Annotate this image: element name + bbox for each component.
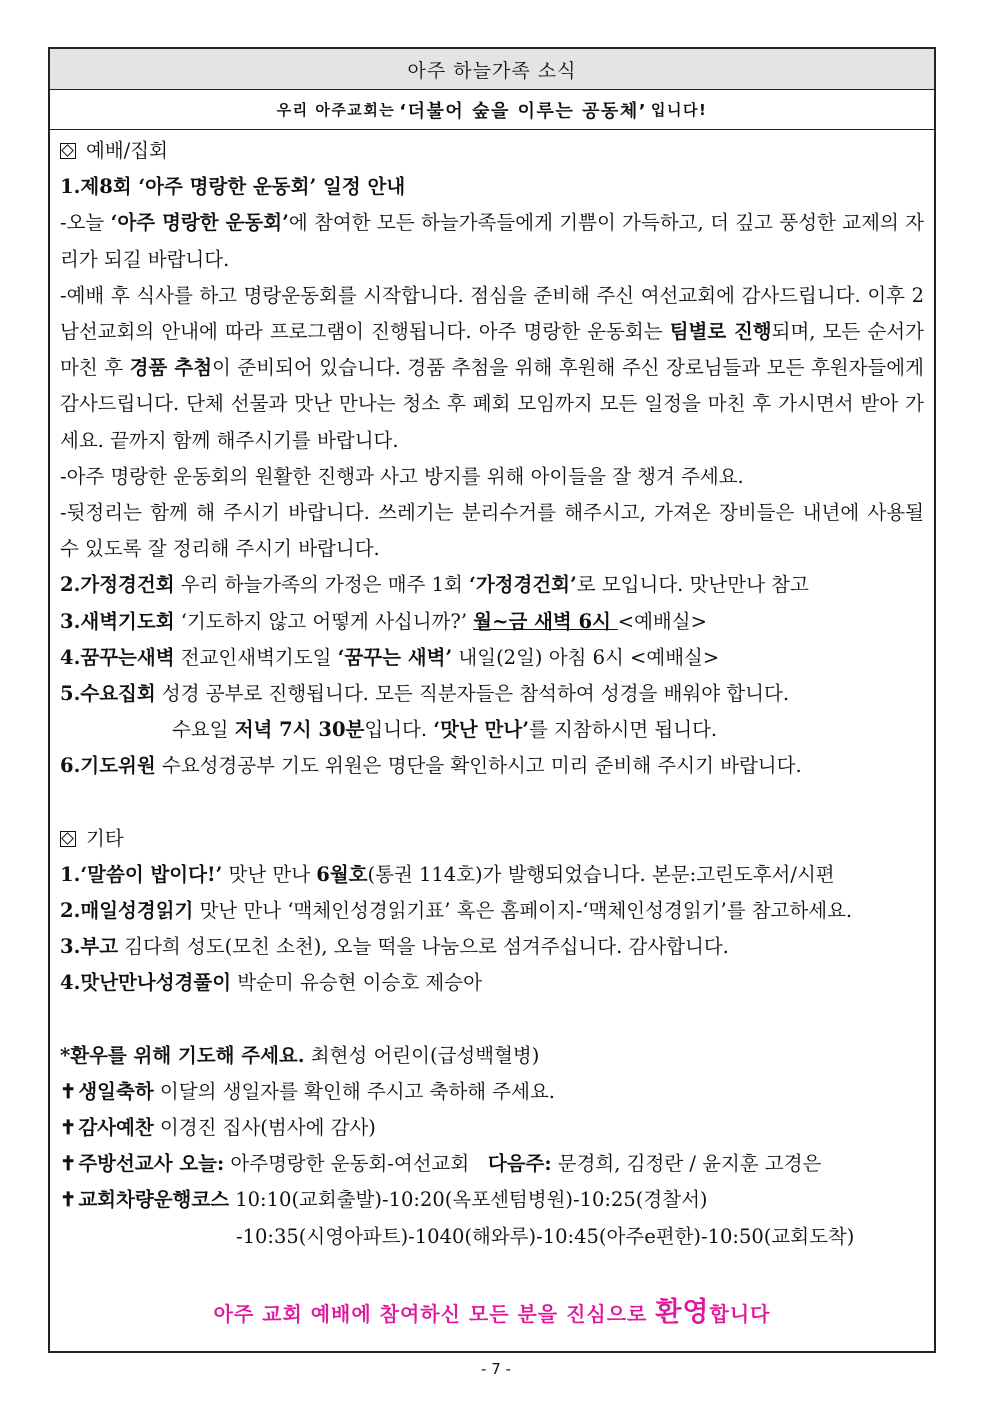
item-prayer-committee [60, 748, 924, 784]
note-title: 감사예찬 [78, 1116, 154, 1140]
text-bold: 저녁 7시 30분 [234, 718, 365, 742]
bulletin-body [60, 129, 924, 1255]
text: 이달의 생일자를 확인해 주시고 축하해 주세요. [153, 1079, 555, 1103]
cross-icon: ✝ [60, 1116, 77, 1140]
cross-icon: ✝ [60, 1079, 77, 1103]
text: <예배실> [617, 609, 707, 633]
item-title: 6.기도위원 [60, 754, 156, 778]
text: 수요일 [172, 718, 235, 742]
text: 를 지참하시면 됩니다. [529, 718, 718, 742]
text: 이 준비되어 있습니다. 경품 추첨을 위해 후원해 주신 장로님들과 모든 후원자들에게 감사드립니다. 단체 선물과 맛난 만나는 청소 후 폐회 모임까지 모든 일정을 마친 후 가시면서 받아 가세요. 끝까지 함께 해주시기를 바랍니다. [60, 356, 924, 452]
section-other-title: 기타 [86, 826, 124, 850]
text: 맛난 만나 ‘맥체인성경읽기표’ 혹은 홈페이지-‘맥체인성경읽기’를 참고하세요. [193, 899, 853, 923]
item-bible-commentary [60, 965, 924, 1001]
note-title: 생일축하 [78, 1079, 154, 1103]
item-family-worship [60, 567, 924, 603]
text-bold: 경품 추첨 [129, 356, 213, 380]
item-word-is-bread [60, 857, 924, 893]
note-vehicle-course [60, 1182, 924, 1218]
text: 맛난 만나 [222, 862, 317, 886]
motto-emphasis: ‘더불어 숲을 이루는 공동체’ [399, 100, 648, 122]
diamond-box-icon [60, 143, 76, 159]
item-dawn-prayer [60, 604, 924, 640]
cross-icon: ✝ [60, 1152, 77, 1176]
cross-icon: ✝ [60, 1188, 77, 1212]
text: 최현성 어린이(급성백혈병) [304, 1043, 540, 1067]
text: 아주 교회 예배에 참여하신 모든 분을 진심으로 [213, 1302, 656, 1326]
text-bold-underline: 월~금 새벽 6시 [473, 609, 618, 633]
text-bold: ‘꿈꾸는 새벽’ [337, 645, 453, 669]
item-dreaming-dawn [60, 640, 924, 676]
page-title: 아주 하늘가족 소식 [50, 49, 934, 90]
text-bold: 다음주: [487, 1152, 552, 1176]
item-title: 4.꿈꾸는새벽 [60, 645, 175, 669]
page-number: - 7 - [481, 1360, 511, 1378]
text: 아주명랑한 운동회-여선교회 [224, 1152, 488, 1176]
item-title: 2.가정경건회 [60, 573, 175, 597]
item-title: 3.새벽기도회 [60, 609, 175, 633]
item-sports-day-para3: -아주 명랑한 운동회의 원활한 진행과 사고 방지를 위해 아이들을 잘 챙겨 주세요. [60, 464, 744, 488]
item-sports-day-para1 [60, 205, 924, 277]
text: 내일(2일) 아침 6시 <예배실> [452, 645, 720, 669]
motto-suffix: 입니다! [651, 101, 708, 119]
section-other-heading [60, 821, 924, 857]
text: 입니다. [364, 718, 434, 742]
item-sports-day-title: 1.제8회 ‘아주 명랑한 운동회’ 일정 안내 [60, 175, 406, 199]
text: 김다희 성도(모친 소천), 오늘 떡을 나눔으로 섬겨주십니다. 감사합니다. [118, 935, 729, 959]
item-title: 3.부고 [60, 935, 119, 959]
text: 성경 공부로 진행됩니다. 모든 직분자들은 참석하여 성경을 배워야 합니다. [155, 682, 790, 706]
welcome-message [50, 1290, 934, 1329]
text: (통권 114호)가 발행되었습니다. 본문:고린도후서/시편 [367, 862, 835, 886]
text: ‘기도하지 않고 어떻게 사십니까?’ [174, 609, 474, 633]
bulletin-frame [48, 47, 936, 1353]
section-worship-heading [60, 133, 924, 169]
text: 에 참여한 모든 하늘가족들에게 기쁨이 가득하고, 더 깊고 풍성한 교제의 자리가 되길 바랍니다. [60, 211, 924, 271]
text: 문경희, 김정란 / 윤지훈 고경은 [551, 1152, 822, 1176]
spacer [60, 785, 924, 821]
item-title: 1.‘말씀이 밥이다!’ [60, 862, 223, 886]
text: 수요성경공부 기도 위원은 명단을 확인하시고 미리 준비해 주시기 바랍니다. [155, 754, 802, 778]
text: 이경진 집사(범사에 감사) [153, 1116, 376, 1140]
item-daily-bible [60, 893, 924, 929]
text-bold: ‘아주 명랑한 운동회’ [110, 211, 289, 235]
text: 우리 하늘가족의 가정은 매주 1회 [174, 573, 470, 597]
note-prayer-request [60, 1038, 924, 1074]
note-title: 교회차량운행코스 [78, 1188, 230, 1212]
note-birthday [60, 1074, 924, 1110]
section-worship-title: 예배/집회 [86, 139, 168, 162]
text-bold: ‘맛난 만나’ [433, 718, 529, 742]
text: -예배 후 식사를 하고 명랑운동회를 시작합니다. 점심을 준비해 주신 여선교회에 감사드립니다. 이후 2남선교회의 안내에 따라 프로그램이 진행됩니다. 아주 명랑한 운동회는 [60, 283, 924, 344]
text-bold: 팀별로 진행 [669, 320, 772, 344]
item-sports-day-para2 [60, 278, 924, 459]
item-title: 2.매일성경읽기 [60, 899, 194, 923]
note-kitchen [60, 1146, 924, 1182]
item-obituary [60, 929, 924, 965]
item-wednesday-meeting [60, 676, 924, 712]
text-bold: ‘가정경건회’ [469, 573, 577, 597]
motto-prefix: 우리 아주교회는 [276, 101, 396, 119]
note-thanks [60, 1110, 924, 1146]
item-wednesday-meeting-detail [60, 712, 924, 748]
item-title: 4.맛난만나성경풀이 [60, 971, 232, 995]
text: 로 모입니다. 맛난만나 참고 [576, 573, 809, 597]
motto-bar [50, 90, 934, 130]
note-vehicle-course-cont: -10:35(시영아파트)-1040(해와루)-10:45(아주e편한)-10:50(교회도착) [236, 1224, 855, 1248]
text: 전교인새벽기도일 [174, 645, 338, 669]
spacer [60, 1002, 924, 1038]
text: -오늘 [60, 211, 111, 235]
text: 되며, 모든 순서가 마친 후 [60, 320, 924, 380]
text: 합니다 [709, 1302, 771, 1326]
text-big: 환영 [655, 1297, 710, 1328]
diamond-box-icon [60, 831, 76, 847]
text: 10:10(교회출발)-10:20(옥포센텀병원)-10:25(경찰서) [229, 1188, 708, 1212]
text: 박순미 유승현 이승호 제승아 [231, 971, 482, 995]
note-title: 주방선교사 오늘: [78, 1152, 225, 1176]
text-bold: 6월호 [316, 862, 368, 886]
item-title: 5.수요집회 [60, 682, 156, 706]
item-sports-day-para4: -뒷정리는 함께 해 주시기 바랍니다. 쓰레기는 분리수거를 해주시고, 가져온 장비들은 내년에 사용될 수 있도록 잘 정리해 주시기 바랍니다. [60, 501, 924, 561]
note-title: *환우를 위해 기도해 주세요. [60, 1043, 305, 1067]
